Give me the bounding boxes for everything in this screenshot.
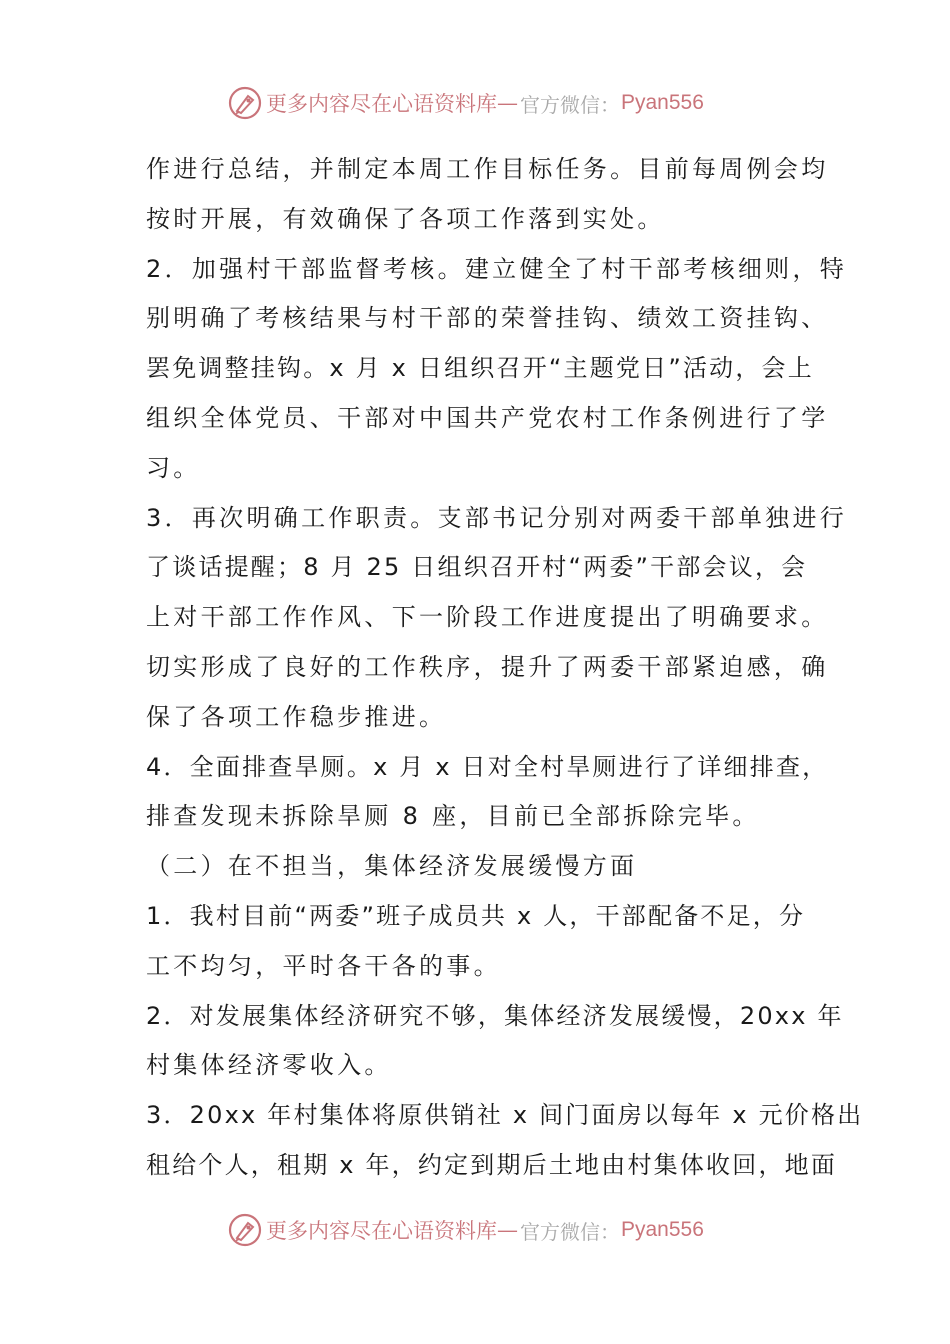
text-line: 3．20xx 年村集体将原供销社 x 间门面房以每年 x 元价格出 bbox=[146, 1101, 864, 1130]
pen-nib-icon bbox=[228, 1213, 262, 1247]
text-line: 按时开展，有效确保了各项工作落到实处。 bbox=[146, 204, 665, 233]
header-banner-text: 更多内容尽在心语资料库 bbox=[266, 92, 497, 116]
footer-wechat-label: 官方微信： bbox=[520, 1219, 620, 1244]
footer-banner-text: 更多内容尽在心语资料库 bbox=[266, 1219, 497, 1243]
header-wechat-label: 官方微信： bbox=[520, 92, 620, 117]
text-line: 工不均匀，平时各干各的事。 bbox=[146, 951, 501, 980]
header-banner-separator: — bbox=[497, 91, 518, 115]
text-line: 2．对发展集体经济研究不够，集体经济发展缓慢，20xx 年 bbox=[146, 1001, 844, 1030]
text-line: 3．再次明确工作职责。支部书记分别对两委干部单独进行 bbox=[146, 503, 848, 532]
header-banner bbox=[228, 81, 704, 125]
text-line: 别明确了考核结果与村干部的荣誉挂钩、绩效工资挂钩、 bbox=[146, 304, 829, 333]
text-line: 罢免调整挂钩。x 月 x 日组织召开“主题党日”活动，会上 bbox=[146, 354, 814, 383]
footer-banner bbox=[228, 1208, 704, 1252]
text-line: 习。 bbox=[146, 453, 201, 482]
text-line: 2．加强村干部监督考核。建立健全了村干部考核细则，特 bbox=[146, 254, 848, 283]
footer-banner-separator: — bbox=[497, 1218, 518, 1242]
pen-nib-icon bbox=[228, 86, 262, 120]
footer-wechat-id: Pyan556 bbox=[621, 1218, 704, 1241]
text-line: 上对干部工作作风、下一阶段工作进度提出了明确要求。 bbox=[146, 603, 829, 632]
section-heading: （二）在不担当，集体经济发展缓慢方面 bbox=[146, 852, 638, 881]
text-line: 1．我村目前“两委”班子成员共 x 人，干部配备不足，分 bbox=[146, 901, 806, 930]
text-line: 了谈话提醒；8 月 25 日组织召开村“两委”干部会议，会 bbox=[146, 553, 808, 582]
text-line: 4．全面排查旱厕。x 月 x 日对全村旱厕进行了详细排查， bbox=[146, 752, 829, 781]
text-line: 组织全体党员、干部对中国共产党农村工作条例进行了学 bbox=[146, 403, 829, 432]
document-body bbox=[146, 145, 864, 1191]
text-line: 排查发现未拆除旱厕 8 座，目前已全部拆除完毕。 bbox=[146, 802, 760, 831]
text-line: 作进行总结，并制定本周工作目标任务。目前每周例会均 bbox=[146, 155, 829, 183]
header-wechat-id: Pyan556 bbox=[621, 91, 704, 114]
text-line: 租给个人，租期 x 年，约定到期后土地由村集体收回，地面 bbox=[146, 1150, 838, 1179]
text-line: 切实形成了良好的工作秩序，提升了两委干部紧迫感，确 bbox=[146, 652, 829, 681]
text-line: 保了各项工作稳步推进。 bbox=[146, 702, 447, 731]
text-line: 村集体经济零收入。 bbox=[146, 1051, 392, 1080]
